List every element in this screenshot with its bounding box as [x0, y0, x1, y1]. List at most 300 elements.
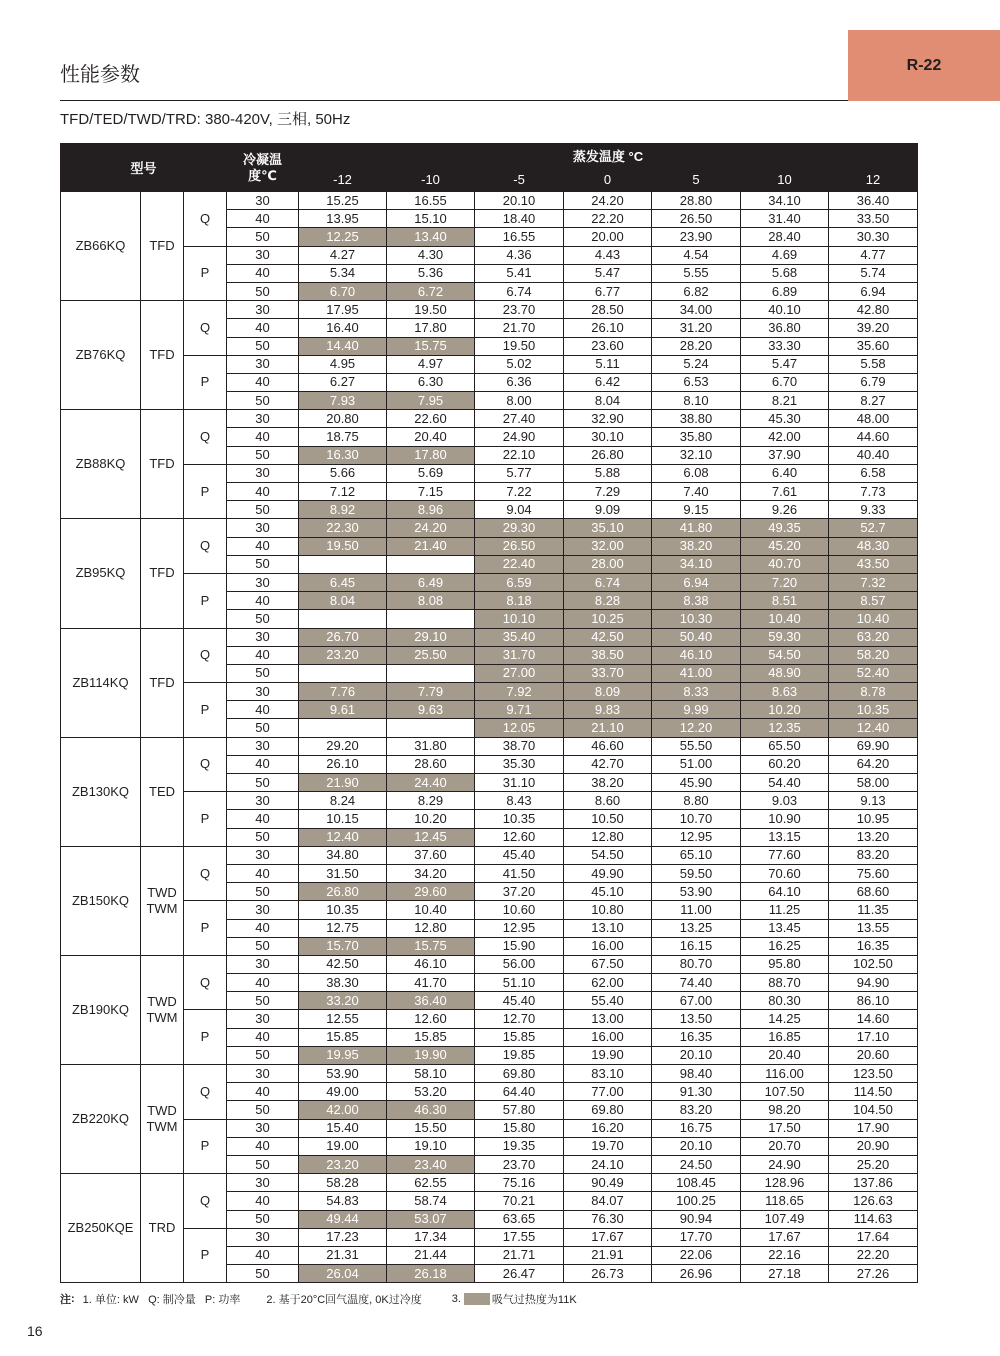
condensing-temp: 30 [227, 464, 299, 482]
value-cell: 8.29 [387, 792, 475, 810]
value-cell: 116.00 [741, 1065, 829, 1083]
value-cell: 8.80 [652, 792, 741, 810]
value-cell: 24.90 [475, 428, 564, 446]
value-cell: 64.20 [829, 755, 918, 773]
value-cell: 10.40 [741, 610, 829, 628]
value-cell: 6.77 [564, 282, 652, 300]
value-cell: 9.13 [829, 792, 918, 810]
value-cell: 50.40 [652, 628, 741, 646]
table-row [61, 573, 918, 591]
value-cell: 52.7 [829, 519, 918, 537]
value-cell: 19.90 [564, 1046, 652, 1064]
condensing-temp: 50 [227, 555, 299, 573]
value-cell: 45.20 [741, 537, 829, 555]
table-row [61, 901, 918, 919]
value-cell: 15.40 [299, 1119, 387, 1137]
condensing-temp: 30 [227, 301, 299, 319]
condensing-temp: 30 [227, 519, 299, 537]
condensing-temp: 50 [227, 1101, 299, 1119]
value-cell: 23.60 [564, 337, 652, 355]
value-cell: 41.80 [652, 519, 741, 537]
value-cell: 20.40 [387, 428, 475, 446]
value-cell: 5.69 [387, 464, 475, 482]
value-cell: 7.32 [829, 573, 918, 591]
value-cell: 21.90 [299, 774, 387, 792]
value-cell: 4.30 [387, 246, 475, 264]
value-cell: 126.63 [829, 1192, 918, 1210]
value-cell: 108.45 [652, 1174, 741, 1192]
value-cell: 55.50 [652, 737, 741, 755]
value-cell: 10.25 [564, 610, 652, 628]
value-cell: 8.92 [299, 501, 387, 519]
value-cell: 17.67 [564, 1228, 652, 1246]
value-cell: 90.94 [652, 1210, 741, 1228]
measure-kind: Q [184, 301, 227, 356]
value-cell: 12.20 [652, 719, 741, 737]
value-cell: 32.90 [564, 410, 652, 428]
value-cell: 10.20 [741, 701, 829, 719]
value-cell: 16.25 [741, 937, 829, 955]
value-cell: 29.60 [387, 883, 475, 901]
value-cell: 64.40 [475, 1083, 564, 1101]
value-cell: 31.70 [475, 646, 564, 664]
value-cell: 41.70 [387, 974, 475, 992]
value-cell: 42.80 [829, 301, 918, 319]
value-cell: 8.09 [564, 683, 652, 701]
series-code: TWD [147, 1103, 177, 1119]
value-cell: 12.55 [299, 1010, 387, 1028]
value-cell: 36.40 [387, 992, 475, 1010]
value-cell: 26.50 [475, 537, 564, 555]
value-cell: 21.44 [387, 1246, 475, 1264]
value-cell: 31.40 [741, 210, 829, 228]
series-code: TED [149, 783, 175, 799]
value-cell: 45.30 [741, 410, 829, 428]
value-cell: 137.86 [829, 1174, 918, 1192]
value-cell: 40.70 [741, 555, 829, 573]
value-cell: 31.80 [387, 737, 475, 755]
value-cell: 15.85 [299, 1028, 387, 1046]
measure-kind: Q [184, 955, 227, 1010]
value-cell: 6.27 [299, 373, 387, 391]
value-cell: 8.38 [652, 592, 741, 610]
value-cell: 35.40 [475, 628, 564, 646]
value-cell: 38.20 [564, 774, 652, 792]
note-2: 2. 基于20°C回气温度, 0K过冷度 [266, 1294, 422, 1306]
value-cell: 19.90 [387, 1046, 475, 1064]
value-cell: 46.10 [652, 646, 741, 664]
value-cell: 10.50 [564, 810, 652, 828]
value-cell: 6.42 [564, 373, 652, 391]
value-cell: 46.10 [387, 955, 475, 973]
value-cell: 45.40 [475, 992, 564, 1010]
note-3-number: 3. [451, 1293, 461, 1305]
condensing-temp: 40 [227, 210, 299, 228]
value-cell: 94.90 [829, 974, 918, 992]
value-cell: 98.40 [652, 1065, 741, 1083]
value-cell: 13.50 [652, 1010, 741, 1028]
table-row [61, 301, 918, 319]
value-cell: 22.20 [829, 1246, 918, 1264]
value-cell: 22.20 [564, 210, 652, 228]
shade-swatch [464, 1293, 490, 1305]
series-code: TFD [149, 456, 175, 472]
value-cell: 8.96 [387, 501, 475, 519]
condensing-temp: 40 [227, 701, 299, 719]
value-cell: 6.94 [829, 282, 918, 300]
value-cell: 12.60 [475, 828, 564, 846]
value-cell: 9.15 [652, 501, 741, 519]
value-cell: 60.20 [741, 755, 829, 773]
model-name: ZB76KQ [61, 301, 141, 410]
table-row [61, 246, 918, 264]
value-cell: 9.71 [475, 701, 564, 719]
table-row [61, 355, 918, 373]
condensing-temp: 40 [227, 974, 299, 992]
condensing-temp: 30 [227, 628, 299, 646]
condensing-temp: 30 [227, 355, 299, 373]
table-row [61, 1010, 918, 1028]
value-cell: 10.10 [475, 610, 564, 628]
value-cell: 30.10 [564, 428, 652, 446]
value-cell: 5.55 [652, 264, 741, 282]
value-cell: 16.55 [387, 192, 475, 210]
condensing-temp: 30 [227, 1174, 299, 1192]
condensing-temp: 40 [227, 1083, 299, 1101]
value-cell: 6.53 [652, 373, 741, 391]
value-cell: 43.50 [829, 555, 918, 573]
condensing-temp: 40 [227, 373, 299, 391]
value-cell: 8.10 [652, 392, 741, 410]
value-cell: 54.50 [564, 846, 652, 864]
value-cell: 83.20 [829, 846, 918, 864]
value-cell: 33.20 [299, 992, 387, 1010]
table-row [61, 628, 918, 646]
condensing-temp: 40 [227, 1192, 299, 1210]
value-cell: 5.47 [741, 355, 829, 373]
value-cell: 6.70 [741, 373, 829, 391]
value-cell: 19.70 [564, 1137, 652, 1155]
value-cell [299, 610, 387, 628]
value-cell: 7.95 [387, 392, 475, 410]
value-cell: 6.40 [741, 464, 829, 482]
value-cell: 5.02 [475, 355, 564, 373]
value-cell: 36.80 [741, 319, 829, 337]
table-row [61, 1174, 918, 1192]
value-cell: 22.60 [387, 410, 475, 428]
value-cell: 23.20 [299, 646, 387, 664]
value-cell: 5.58 [829, 355, 918, 373]
condensing-temp: 50 [227, 337, 299, 355]
value-cell: 22.06 [652, 1246, 741, 1264]
value-cell: 114.50 [829, 1083, 918, 1101]
value-cell: 37.20 [475, 883, 564, 901]
value-cell: 19.50 [475, 337, 564, 355]
value-cell: 98.20 [741, 1101, 829, 1119]
condensing-temp: 50 [227, 774, 299, 792]
value-cell: 38.50 [564, 646, 652, 664]
value-cell: 67.00 [652, 992, 741, 1010]
model-name: ZB88KQ [61, 410, 141, 519]
value-cell: 5.47 [564, 264, 652, 282]
table-row [61, 955, 918, 973]
value-cell: 17.90 [829, 1119, 918, 1137]
value-cell: 15.85 [387, 1028, 475, 1046]
value-cell: 6.30 [387, 373, 475, 391]
value-cell: 62.55 [387, 1174, 475, 1192]
value-cell: 42.50 [299, 955, 387, 973]
condensing-temp: 30 [227, 683, 299, 701]
value-cell: 6.82 [652, 282, 741, 300]
model-series [141, 955, 184, 1064]
value-cell: 28.20 [652, 337, 741, 355]
value-cell: 48.00 [829, 410, 918, 428]
value-cell: 21.91 [564, 1246, 652, 1264]
table-row [61, 410, 918, 428]
value-cell [387, 719, 475, 737]
value-cell: 24.20 [564, 192, 652, 210]
condensing-temp: 50 [227, 392, 299, 410]
value-cell: 12.80 [387, 919, 475, 937]
value-cell: 32.00 [564, 537, 652, 555]
value-cell: 8.04 [299, 592, 387, 610]
value-cell: 20.10 [652, 1137, 741, 1155]
value-cell: 6.74 [564, 573, 652, 591]
header-condensing-temp-label: 冷凝温度℃ [243, 151, 283, 183]
measure-kind: P [184, 246, 227, 301]
value-cell: 107.49 [741, 1210, 829, 1228]
value-cell: 86.10 [829, 992, 918, 1010]
model-name: ZB150KQ [61, 846, 141, 955]
value-cell: 31.20 [652, 319, 741, 337]
table-row [61, 792, 918, 810]
condensing-temp: 30 [227, 846, 299, 864]
condensing-temp: 50 [227, 828, 299, 846]
value-cell: 7.15 [387, 483, 475, 501]
value-cell: 6.74 [475, 282, 564, 300]
value-cell: 83.20 [652, 1101, 741, 1119]
value-cell: 16.35 [829, 937, 918, 955]
value-cell: 17.55 [475, 1228, 564, 1246]
condensing-temp: 40 [227, 1028, 299, 1046]
value-cell: 28.40 [741, 228, 829, 246]
value-cell: 27.40 [475, 410, 564, 428]
value-cell: 24.40 [387, 774, 475, 792]
value-cell: 12.25 [299, 228, 387, 246]
value-cell [299, 719, 387, 737]
value-cell: 8.51 [741, 592, 829, 610]
model-name: ZB130KQ [61, 737, 141, 846]
value-cell: 62.00 [564, 974, 652, 992]
value-cell: 51.00 [652, 755, 741, 773]
evap-temp-header: 10 [741, 168, 829, 192]
value-cell: 41.00 [652, 664, 741, 682]
value-cell: 55.40 [564, 992, 652, 1010]
value-cell: 65.50 [741, 737, 829, 755]
value-cell: 80.70 [652, 955, 741, 973]
series-code: TWD [147, 993, 177, 1009]
value-cell: 21.71 [475, 1246, 564, 1264]
value-cell: 6.59 [475, 573, 564, 591]
value-cell: 6.79 [829, 373, 918, 391]
value-cell: 13.95 [299, 210, 387, 228]
value-cell: 35.80 [652, 428, 741, 446]
condensing-temp: 40 [227, 319, 299, 337]
note-3: 吸气过热度为11K [491, 1294, 577, 1306]
value-cell: 11.25 [741, 901, 829, 919]
value-cell: 88.70 [741, 974, 829, 992]
value-cell: 25.20 [829, 1155, 918, 1173]
value-cell: 8.43 [475, 792, 564, 810]
value-cell: 28.80 [652, 192, 741, 210]
table-row [61, 737, 918, 755]
value-cell: 35.10 [564, 519, 652, 537]
value-cell: 58.10 [387, 1065, 475, 1083]
measure-kind: Q [184, 846, 227, 901]
value-cell: 13.25 [652, 919, 741, 937]
value-cell: 13.20 [829, 828, 918, 846]
value-cell: 102.50 [829, 955, 918, 973]
value-cell: 12.95 [475, 919, 564, 937]
condensing-temp: 40 [227, 864, 299, 882]
model-name: ZB114KQ [61, 628, 141, 737]
value-cell: 26.80 [564, 446, 652, 464]
value-cell: 64.10 [741, 883, 829, 901]
value-cell: 17.95 [299, 301, 387, 319]
value-cell: 20.10 [475, 192, 564, 210]
value-cell: 15.75 [387, 337, 475, 355]
value-cell: 35.30 [475, 755, 564, 773]
series-code: TFD [149, 565, 175, 581]
value-cell: 4.54 [652, 246, 741, 264]
condensing-temp: 40 [227, 810, 299, 828]
measure-kind: P [184, 1010, 227, 1065]
value-cell: 8.18 [475, 592, 564, 610]
value-cell: 68.60 [829, 883, 918, 901]
value-cell: 17.67 [741, 1228, 829, 1246]
condensing-temp: 40 [227, 537, 299, 555]
measure-kind: P [184, 464, 227, 519]
condensing-temp: 30 [227, 792, 299, 810]
value-cell: 12.05 [475, 719, 564, 737]
value-cell: 26.10 [564, 319, 652, 337]
value-cell: 49.00 [299, 1083, 387, 1101]
value-cell: 63.20 [829, 628, 918, 646]
condensing-temp: 30 [227, 1228, 299, 1246]
value-cell: 22.16 [741, 1246, 829, 1264]
value-cell: 33.30 [741, 337, 829, 355]
value-cell [299, 555, 387, 573]
value-cell: 26.04 [299, 1265, 387, 1283]
table-row [61, 683, 918, 701]
value-cell: 34.00 [652, 301, 741, 319]
value-cell: 42.00 [299, 1101, 387, 1119]
value-cell: 18.75 [299, 428, 387, 446]
value-cell: 10.90 [741, 810, 829, 828]
measure-kind: Q [184, 519, 227, 574]
value-cell: 20.70 [741, 1137, 829, 1155]
series-code: TRD [148, 1220, 176, 1236]
value-cell: 114.63 [829, 1210, 918, 1228]
value-cell: 53.90 [652, 883, 741, 901]
value-cell: 45.90 [652, 774, 741, 792]
value-cell: 6.36 [475, 373, 564, 391]
value-cell: 4.77 [829, 246, 918, 264]
model-series [141, 628, 184, 737]
model-series [141, 846, 184, 955]
value-cell: 27.18 [741, 1265, 829, 1283]
value-cell: 100.25 [652, 1192, 741, 1210]
measure-kind: Q [184, 628, 227, 683]
value-cell: 16.40 [299, 319, 387, 337]
condensing-temp: 30 [227, 410, 299, 428]
measure-kind: P [184, 573, 227, 628]
condensing-temp: 50 [227, 719, 299, 737]
series-code: TFD [149, 674, 175, 690]
condensing-temp: 30 [227, 1010, 299, 1028]
model-name: ZB250KQE [61, 1174, 141, 1283]
value-cell: 4.36 [475, 246, 564, 264]
measure-kind: P [184, 1228, 227, 1283]
value-cell: 17.23 [299, 1228, 387, 1246]
value-cell: 15.90 [475, 937, 564, 955]
condensing-temp: 50 [227, 937, 299, 955]
value-cell: 8.00 [475, 392, 564, 410]
measure-kind: Q [184, 1174, 227, 1229]
value-cell: 9.83 [564, 701, 652, 719]
value-cell: 58.00 [829, 774, 918, 792]
value-cell: 7.29 [564, 483, 652, 501]
value-cell: 20.80 [299, 410, 387, 428]
value-cell: 40.40 [829, 446, 918, 464]
value-cell: 12.95 [652, 828, 741, 846]
value-cell: 23.90 [652, 228, 741, 246]
model-series [141, 192, 184, 301]
value-cell: 10.15 [299, 810, 387, 828]
condensing-temp: 30 [227, 1119, 299, 1137]
value-cell: 16.15 [652, 937, 741, 955]
value-cell: 26.47 [475, 1265, 564, 1283]
value-cell: 11.00 [652, 901, 741, 919]
performance-table [60, 143, 918, 1283]
table-row [61, 1119, 918, 1137]
value-cell: 6.94 [652, 573, 741, 591]
value-cell: 53.90 [299, 1065, 387, 1083]
value-cell: 48.90 [741, 664, 829, 682]
series-code: TFD [149, 347, 175, 363]
value-cell: 17.80 [387, 319, 475, 337]
value-cell: 10.35 [299, 901, 387, 919]
value-cell: 23.70 [475, 301, 564, 319]
series-code: TWD [147, 884, 177, 900]
value-cell: 118.65 [741, 1192, 829, 1210]
condensing-temp: 40 [227, 1246, 299, 1264]
value-cell: 63.65 [475, 1210, 564, 1228]
table-row [61, 1065, 918, 1083]
value-cell: 22.10 [475, 446, 564, 464]
value-cell: 10.30 [652, 610, 741, 628]
condensing-temp: 30 [227, 192, 299, 210]
value-cell: 13.00 [564, 1010, 652, 1028]
value-cell: 44.60 [829, 428, 918, 446]
value-cell: 26.73 [564, 1265, 652, 1283]
value-cell: 19.95 [299, 1046, 387, 1064]
header-model: 型号 [61, 144, 227, 192]
value-cell: 58.28 [299, 1174, 387, 1192]
value-cell: 15.25 [299, 192, 387, 210]
measure-kind: P [184, 901, 227, 956]
condensing-temp: 50 [227, 446, 299, 464]
